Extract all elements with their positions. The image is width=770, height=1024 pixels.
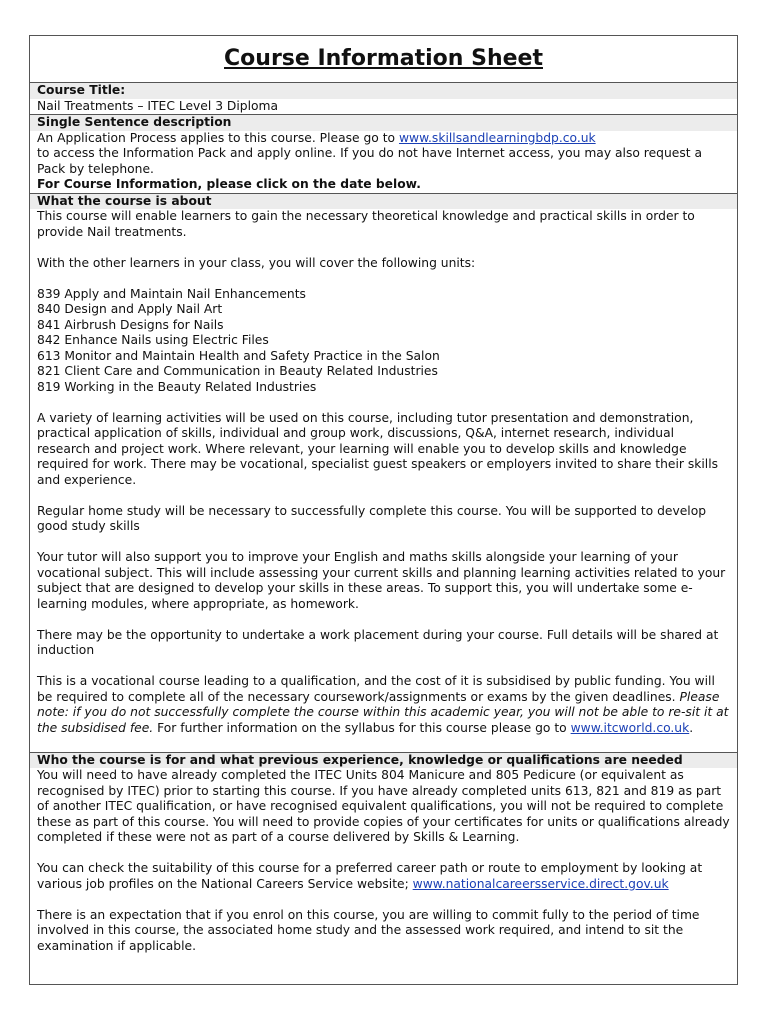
list-item: 613 Monitor and Maintain Health and Safety Practice in the Salon bbox=[37, 348, 440, 363]
list-item: 840 Design and Apply Nail Art bbox=[37, 302, 223, 316]
units-list bbox=[37, 287, 730, 396]
who-course-for-heading: Who the course is for and what previous experience, knowledge or qualifications are needed bbox=[30, 753, 737, 769]
about-paragraph-7: This is a vocational course leading to a qualification, and the cost of it is subsidised by public funding. You will be required to complete all of the necessary coursework/assignments or exams by the given deadlines. Please note: if you do not successfully complete the course within this academic year, you will not be able to re-sit it at the subsidised fee. For further information on the syllabus for this course please go to www.itcworld.co.uk. bbox=[37, 674, 729, 735]
skills-learning-link[interactable]: www.skillsandlearningbdp.co.uk bbox=[398, 130, 596, 145]
about-paragraph-1: This course will enable learners to gain the necessary theoretical knowledge and practical skills in order to provide Nail treatments. bbox=[37, 209, 695, 239]
about-paragraph-5: Your tutor will also support you to improve your English and maths skills alongside your learning of your vocational subject. This will include assessing your current skills and planning learning activities related to your subject that are designed to develop your skills in these areas. To support this, you will undertake some e-learning modules, where appropriate, as homework. bbox=[37, 550, 726, 611]
single-sentence-heading: Single Sentence description bbox=[30, 115, 737, 131]
course-info-instruction: For Course Information, please click on the date below. bbox=[37, 177, 421, 191]
list-item: 821 Client Care and Communication in Beauty Related Industries bbox=[37, 364, 438, 378]
course-title-heading: Course Title: bbox=[30, 83, 737, 99]
about-paragraph-2: With the other learners in your class, you will cover the following units: bbox=[37, 255, 476, 270]
national-careers-link[interactable]: www.nationalcareersservice.direct.gov.uk bbox=[412, 876, 669, 891]
about-paragraph-4: Regular home study will be necessary to successfully complete this course. You will be supported to develop good study skills bbox=[37, 503, 707, 533]
course-title-value: Nail Treatments – ITEC Level 3 Diploma bbox=[37, 98, 279, 113]
who-paragraph-2: You can check the suitability of this course for a preferred career path or route to employment by looking at various job profiles on the National Careers Service website; www.nationalcareersservice.direct.gov.uk bbox=[37, 861, 703, 891]
who-paragraph-1: You will need to have already completed the ITEC Units 804 Manicure and 805 Pedicure (or equivalent as recognised by ITEC) prior to starting this course. If you have already completed units 613, 821 and 819 as part of another ITEC qualification, or have recognised equivalent qualifications, you will not be required to complete these as part of this course. You will need to provide copies of your certificates for units or qualifications already completed if these were not as part of a course delivered by Skills & Learning. bbox=[37, 768, 730, 844]
who-paragraph-3: There is an expectation that if you enrol on this course, you are willing to commit fully to the period of time involved in this course, the associated home study and the assessed work required, and intend to sit the examination if applicable. bbox=[37, 907, 700, 953]
about-paragraph-6: There may be the opportunity to undertake a work placement during your course. Full details will be shared at induction bbox=[37, 627, 719, 657]
sheet-body bbox=[30, 83, 737, 954]
information-sheet bbox=[29, 35, 738, 985]
list-item: 841 Airbrush Designs for Nails bbox=[37, 317, 224, 332]
list-item: 842 Enhance Nails using Electric Files bbox=[37, 333, 269, 347]
application-text: An Application Process applies to this course. Please go to www.skillsandlearningbdp.co.uk to access the Information Pack and apply online. If you do not have Internet access, you may also request a Pack by telephone. bbox=[37, 130, 702, 176]
list-item: 819 Working in the Beauty Related Industries bbox=[37, 379, 317, 394]
course-about-heading: What the course is about bbox=[30, 194, 737, 210]
about-paragraph-3: A variety of learning activities will be used on this course, including tutor presentation and demonstration, practical application of skills, individual and group work, discussions, Q&A, internet research, individual research and project work. Where relevant, your learning will enable you to develop skills and knowledge required for work. There may be vocational, specialist guest speakers or employers invited to share their skills and experience. bbox=[37, 410, 719, 487]
page-title: Course Information Sheet bbox=[30, 36, 737, 83]
itec-world-link[interactable]: www.itcworld.co.uk bbox=[570, 720, 690, 735]
list-item: 839 Apply and Maintain Nail Enhancements bbox=[37, 286, 306, 301]
